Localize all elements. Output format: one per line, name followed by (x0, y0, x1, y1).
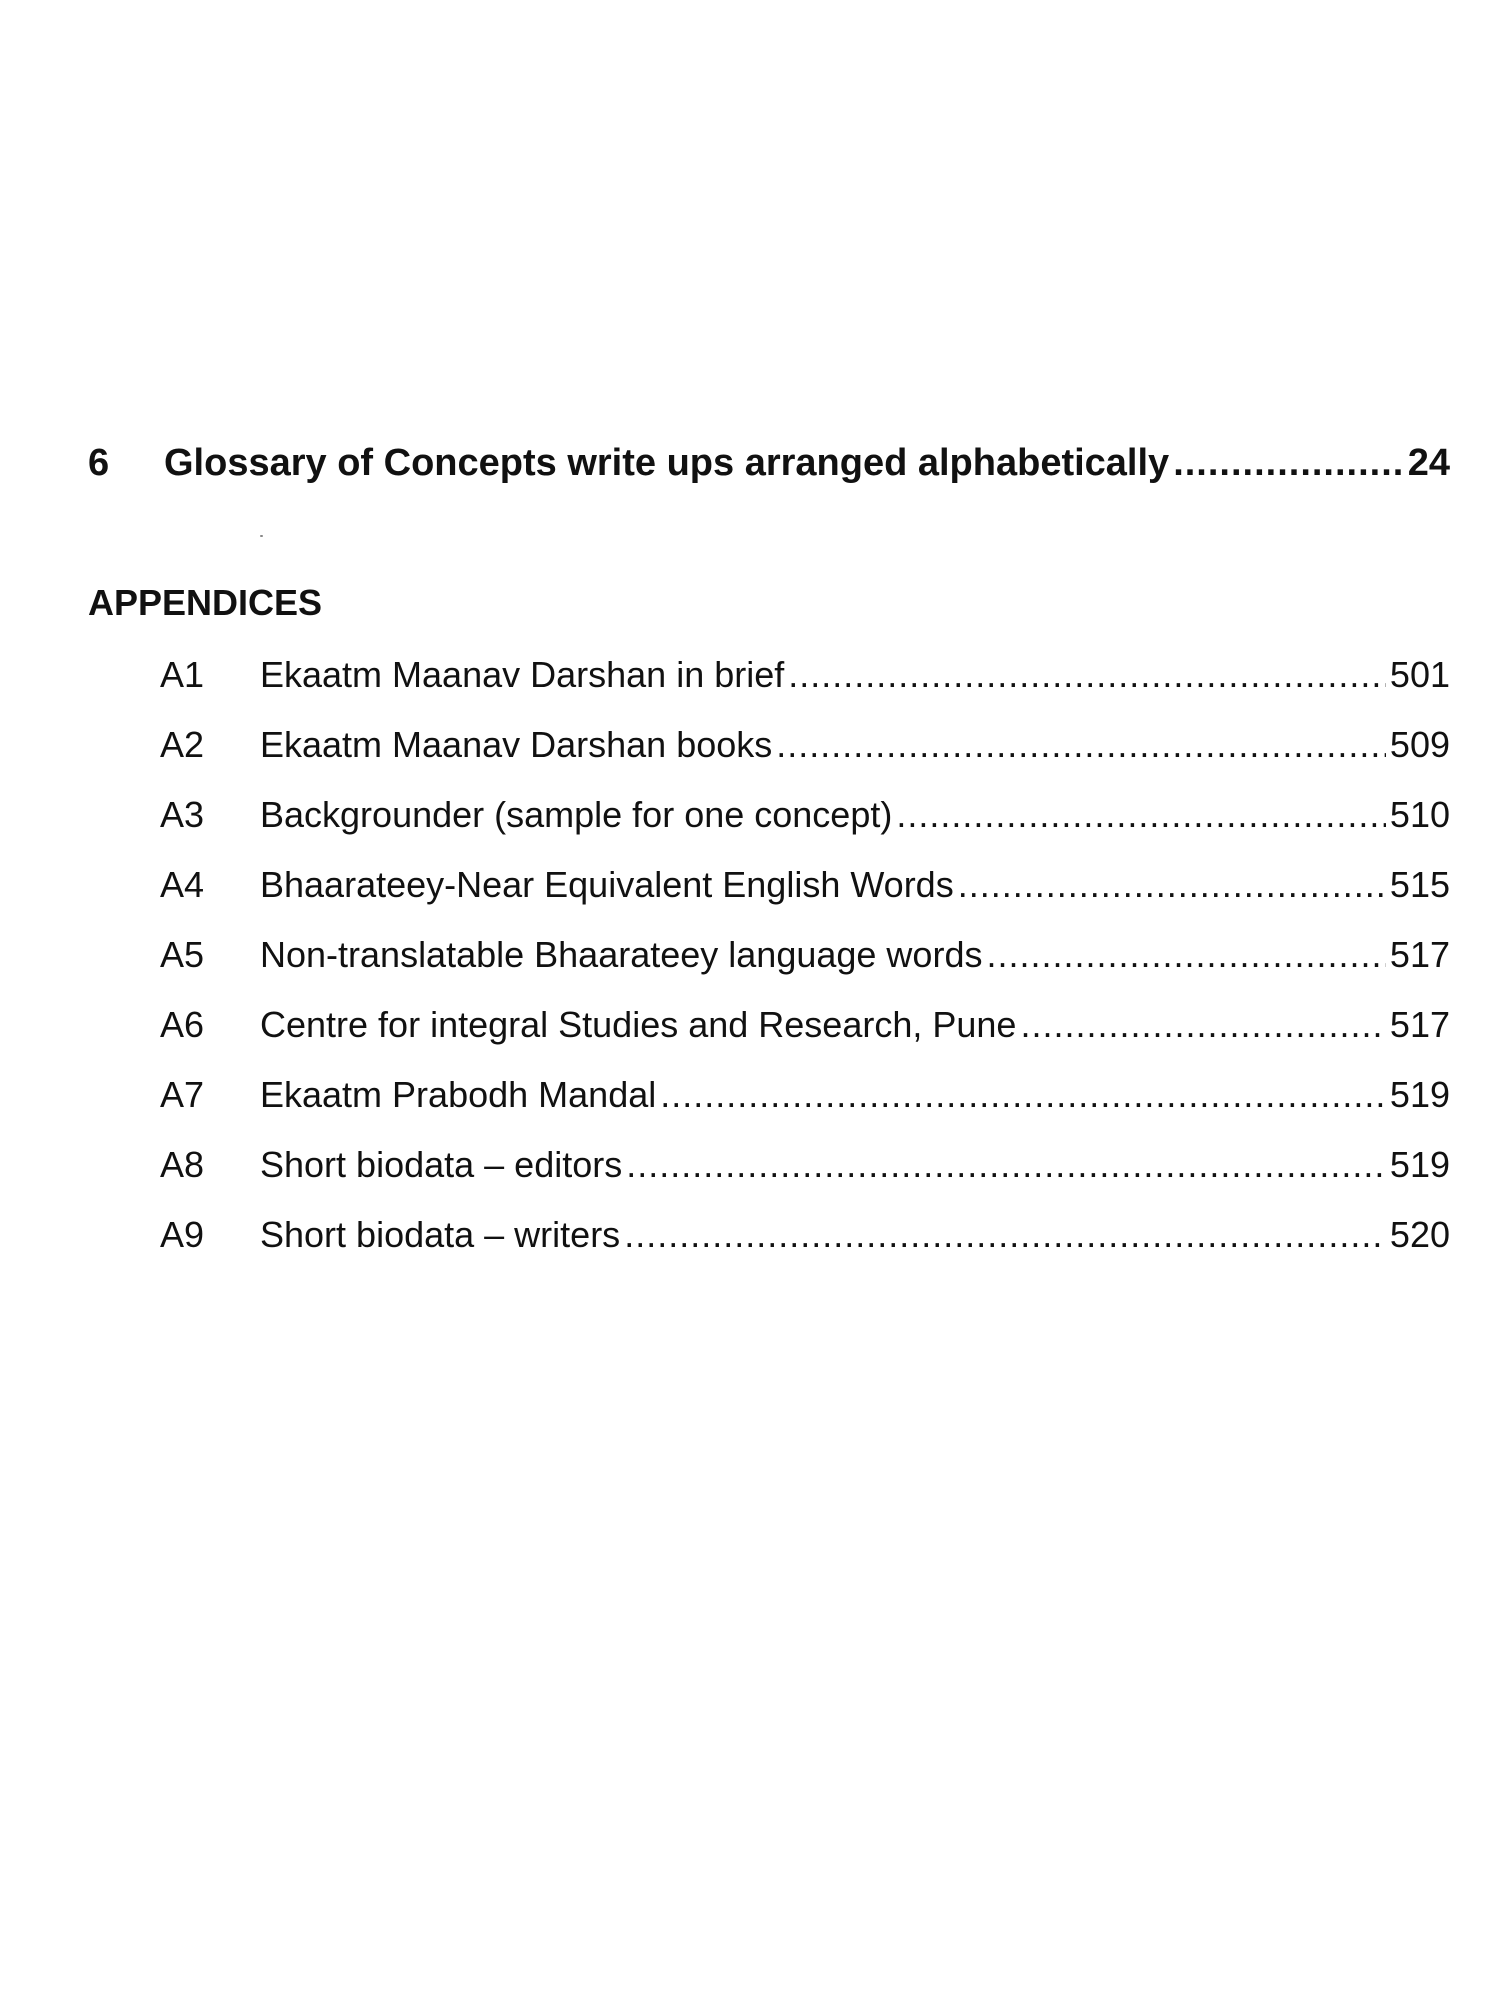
dot-leader (958, 862, 1386, 908)
appendix-code: A8 (160, 1144, 205, 1185)
appendix-code: A9 (160, 1214, 205, 1255)
chapter-page-number: 24 (1407, 442, 1450, 484)
appendix-code: A4 (160, 864, 205, 905)
appendix-page-number: 520 (1389, 1214, 1450, 1255)
dot-leader (626, 1142, 1386, 1188)
appendix-code: A6 (160, 1004, 205, 1045)
appendix-page-number: 519 (1389, 1144, 1450, 1185)
appendix-page-number: 509 (1389, 724, 1450, 765)
toc-chapter-entry (88, 438, 1450, 488)
appendix-page-number: 515 (1389, 864, 1450, 905)
appendix-entry (160, 722, 1450, 768)
appendix-page-number: 517 (1389, 934, 1450, 975)
appendix-title: Ekaatm Maanav Darshan in brief (260, 654, 785, 695)
appendix-title: Bhaarateey-Near Equivalent English Words (260, 864, 954, 905)
appendix-entry (160, 1072, 1450, 1118)
appendix-entry (160, 1002, 1450, 1048)
chapter-title: Glossary of Concepts write ups arranged alphabetically (164, 442, 1170, 484)
dot-leader (788, 652, 1386, 698)
appendix-page-number: 519 (1389, 1074, 1450, 1115)
appendices-heading: APPENDICES (88, 582, 323, 623)
appendix-code: A3 (160, 794, 205, 835)
appendix-title: Ekaatm Maanav Darshan books (260, 724, 773, 765)
appendix-code: A5 (160, 934, 205, 975)
dot-leader (624, 1212, 1386, 1258)
appendix-page-number: 501 (1389, 654, 1450, 695)
appendix-page-number: 510 (1389, 794, 1450, 835)
dot-leader (896, 792, 1386, 838)
dot-leader (1020, 1002, 1385, 1048)
appendix-code: A7 (160, 1074, 205, 1115)
appendix-title: Short biodata – editors (260, 1144, 623, 1185)
appendix-title: Ekaatm Prabodh Mandal (260, 1074, 657, 1115)
dot-leader (776, 722, 1386, 768)
appendix-entry (160, 862, 1450, 908)
appendix-entry (160, 1142, 1450, 1188)
appendix-code: A1 (160, 654, 205, 695)
appendix-entry (160, 652, 1450, 698)
appendix-title: Backgrounder (sample for one concept) (260, 794, 893, 835)
appendix-title: Non-translatable Bhaarateey language words (260, 934, 983, 975)
dot-leader (986, 932, 1385, 978)
chapter-number: 6 (88, 442, 110, 484)
appendix-entry (160, 1212, 1450, 1258)
dot-leader (1173, 438, 1404, 488)
dot-leader (660, 1072, 1386, 1118)
scan-speck (260, 535, 263, 537)
appendix-title: Short biodata – writers (260, 1214, 621, 1255)
appendix-entry (160, 792, 1450, 838)
appendix-entry (160, 932, 1450, 978)
appendix-code: A2 (160, 724, 205, 765)
appendix-page-number: 517 (1389, 1004, 1450, 1045)
appendix-title: Centre for integral Studies and Research, Pune (260, 1004, 1017, 1045)
